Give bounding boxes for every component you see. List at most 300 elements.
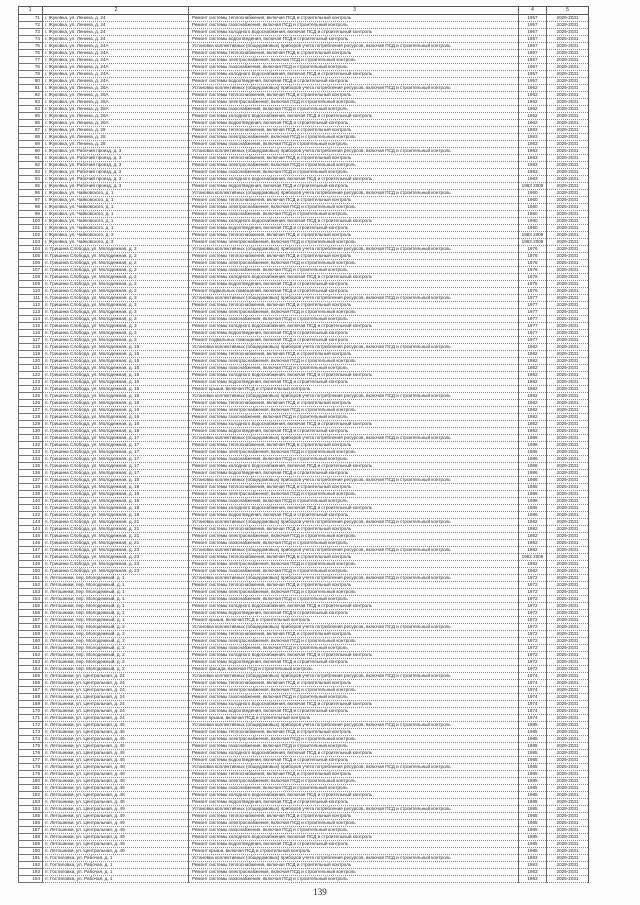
work-cell: Ремонт крыши, включая ПСД и строительный контроль bbox=[188, 386, 518, 393]
work-cell: Ремонт системы газоснабжения, включая ПСД и строительный контроль bbox=[188, 365, 518, 372]
year-cell: 1962 bbox=[518, 99, 546, 106]
period-cell: 2029-2031 bbox=[546, 365, 588, 372]
period-cell: 2029-2031 bbox=[546, 610, 588, 617]
address-cell: г. Жуковка, ул. Рабочий проезд, д. 3 bbox=[42, 155, 188, 162]
year-cell: 1986 bbox=[518, 442, 546, 449]
header-col-3: 3 bbox=[188, 7, 518, 15]
table-row bbox=[18, 302, 588, 309]
period-cell: 2029-2031 bbox=[546, 827, 588, 834]
period-cell: 2029-2031 bbox=[546, 547, 588, 554]
table-row bbox=[18, 148, 588, 155]
year-cell: 1982 bbox=[518, 358, 546, 365]
work-cell: Ремонт системы водоотведения, включая ПСД и строительный контроль bbox=[188, 470, 518, 477]
work-cell: Ремонт системы водоотведения, включая ПСД и строительный контроль bbox=[188, 428, 518, 435]
address-cell: п. Летошники, ул. Центральная, д. 49 bbox=[42, 848, 188, 855]
row-number: 181 bbox=[18, 785, 42, 792]
year-cell: 1983 bbox=[518, 134, 546, 141]
table-row bbox=[18, 729, 588, 736]
row-number: 87 bbox=[18, 127, 42, 134]
period-cell: 2029-2031 bbox=[546, 267, 588, 274]
year-cell: 1977 bbox=[518, 323, 546, 330]
year-cell: 1985 bbox=[518, 736, 546, 743]
table-row bbox=[18, 267, 588, 274]
period-cell: 2029-2031 bbox=[546, 169, 588, 176]
year-cell: 1960 bbox=[518, 211, 546, 218]
period-cell: 2029-2031 bbox=[546, 603, 588, 610]
period-cell: 2029-2031 bbox=[546, 701, 588, 708]
period-cell: 2029-2031 bbox=[546, 659, 588, 666]
row-number: 120 bbox=[18, 358, 42, 365]
table-row bbox=[18, 582, 588, 589]
work-cell: Установка коллективных (общедомовых) приборов учета потребления ресурсов, включая ПСД и строительный контроль bbox=[188, 624, 518, 631]
row-number: 123 bbox=[18, 379, 42, 386]
table-row bbox=[18, 330, 588, 337]
period-cell: 2029-2031 bbox=[546, 806, 588, 813]
row-number: 81 bbox=[18, 85, 42, 92]
year-cell: 1982 bbox=[518, 568, 546, 575]
year-cell: 1986 bbox=[518, 498, 546, 505]
row-number: 167 bbox=[18, 687, 42, 694]
table-row bbox=[18, 421, 588, 428]
period-cell: 2029-2031 bbox=[546, 400, 588, 407]
work-cell: Ремонт системы электроснабжения, включая ПСД и строительный контроль bbox=[188, 561, 518, 568]
address-cell: п. Гришина Слобода, ул. Молодежная, д. 17 bbox=[42, 456, 188, 463]
year-cell: 1982 bbox=[518, 351, 546, 358]
address-cell: п. Гришина Слобода, ул. Молодежная, д. 3 bbox=[42, 337, 188, 344]
year-cell: 1977 bbox=[518, 295, 546, 302]
year-cell: 1972 bbox=[518, 603, 546, 610]
address-cell: г. Жуковка, ул. Чайковского, д. 3 bbox=[42, 232, 188, 239]
year-cell: 1986 bbox=[518, 484, 546, 491]
address-cell: п. Летошники, пер. Молодежный, д. 1 bbox=[42, 603, 188, 610]
address-cell: п. Летошники, пер. Молодежный, д. 1 bbox=[42, 596, 188, 603]
period-cell: 2029-2031 bbox=[546, 673, 588, 680]
address-cell: г. Жуковка, ул. Ленина, д. 26А bbox=[42, 120, 188, 127]
work-cell: Ремонт системы газоснабжения, включая ПСД и строительный контроль bbox=[188, 827, 518, 834]
period-cell: 2029-2031 bbox=[546, 64, 588, 71]
table-row bbox=[18, 624, 588, 631]
table-row bbox=[18, 92, 588, 99]
address-cell: г. Жуковка, ул. Ленина, д. 24 bbox=[42, 15, 188, 22]
row-number: 98 bbox=[18, 204, 42, 211]
year-cell: 1982 2009 bbox=[518, 554, 546, 561]
row-number: 145 bbox=[18, 533, 42, 540]
period-cell: 2029-2031 bbox=[546, 260, 588, 267]
table-row bbox=[18, 813, 588, 820]
row-number: 93 bbox=[18, 169, 42, 176]
address-cell: г. Жуковка, ул. Рабочий проезд, д. 3 bbox=[42, 183, 188, 190]
year-cell: 1986 bbox=[518, 456, 546, 463]
address-cell: п. Гришина Слобода, ул. Молодежная, д. 23 bbox=[42, 568, 188, 575]
period-cell: 2029-2031 bbox=[546, 274, 588, 281]
table-row bbox=[18, 365, 588, 372]
work-cell: Ремонт системы электроснабжения, включая ПСД и строительный контроль bbox=[188, 449, 518, 456]
table-row bbox=[18, 561, 588, 568]
work-cell: Ремонт системы водоотведения, включая ПСД и строительный контроль bbox=[188, 799, 518, 806]
row-number: 116 bbox=[18, 330, 42, 337]
period-cell: 2029-2031 bbox=[546, 351, 588, 358]
address-cell: п. Гришина Слобода, ул. Молодежная, д. 17 bbox=[42, 435, 188, 442]
year-cell: 1982 bbox=[518, 372, 546, 379]
table-row bbox=[18, 190, 588, 197]
period-cell: 2029-2031 bbox=[546, 876, 588, 883]
row-number: 129 bbox=[18, 421, 42, 428]
year-cell: 1974 bbox=[518, 715, 546, 722]
work-cell: Установка коллективных (общедомовых) приборов учета потребления ресурсов, включая ПСД и строительный контроль bbox=[188, 575, 518, 582]
row-number: 188 bbox=[18, 834, 42, 841]
year-cell: 1962 bbox=[518, 85, 546, 92]
address-cell: п. Гришина Слобода, ул. Молодежная, д. 2 bbox=[42, 281, 188, 288]
address-cell: п. Гришина Слобода, ул. Молодежная, д. 21 bbox=[42, 526, 188, 533]
table-row bbox=[18, 414, 588, 421]
period-cell: 2029-2031 bbox=[546, 848, 588, 855]
row-number: 175 bbox=[18, 743, 42, 750]
work-cell: Ремонт системы водоотведения, включая ПСД и строительный контроль bbox=[188, 281, 518, 288]
address-cell: п. Летошники, ул. Центральная, д. 45 bbox=[42, 729, 188, 736]
work-cell: Ремонт системы электроснабжения, включая ПСД и строительный контроль bbox=[188, 239, 518, 246]
period-cell: 2029-2031 bbox=[546, 43, 588, 50]
period-cell: 2029-2031 bbox=[546, 778, 588, 785]
address-cell: г. Жуковка, ул. Ленина, д. 24А bbox=[42, 57, 188, 64]
year-cell: 1982 bbox=[518, 547, 546, 554]
table-row bbox=[18, 15, 588, 22]
year-cell: 1985 bbox=[518, 820, 546, 827]
address-cell: г. Жуковка, ул. Ленина, д. 24 bbox=[42, 36, 188, 43]
row-number: 176 bbox=[18, 750, 42, 757]
address-cell: г. Жуковка, ул. Ленина, д. 24А bbox=[42, 50, 188, 57]
table-row bbox=[18, 141, 588, 148]
period-cell: 2029-2031 bbox=[546, 505, 588, 512]
address-cell: г. Жуковка, ул. Ленина, д. 28 bbox=[42, 127, 188, 134]
year-cell: 1957 bbox=[518, 22, 546, 29]
work-cell: Ремонт системы газоснабжения, включая ПСД и строительный контроль bbox=[188, 414, 518, 421]
address-cell: п. Гришина Слобода, ул. Молодежная, д. 15 bbox=[42, 372, 188, 379]
year-cell: 1976 bbox=[518, 246, 546, 253]
row-number: 135 bbox=[18, 463, 42, 470]
work-cell: Ремонт крыши, включая ПСД и строительный контроль bbox=[188, 715, 518, 722]
row-number: 109 bbox=[18, 281, 42, 288]
period-cell: 2029-2031 bbox=[546, 372, 588, 379]
row-number: 104 bbox=[18, 246, 42, 253]
period-cell: 2029-2031 bbox=[546, 330, 588, 337]
period-cell: 2029-2031 bbox=[546, 337, 588, 344]
period-cell: 2029-2031 bbox=[546, 232, 588, 239]
work-cell: Ремонт системы холодного водоснабжения, включая ПСД и строительный контроль bbox=[188, 603, 518, 610]
row-number: 102 bbox=[18, 232, 42, 239]
address-cell: п. Гришина Слобода, ул. Молодежная, д. 17 bbox=[42, 470, 188, 477]
row-number: 182 bbox=[18, 792, 42, 799]
year-cell: 1957 bbox=[518, 57, 546, 64]
work-cell: Ремонт системы газоснабжения, включая ПСД и строительный контроль bbox=[188, 645, 518, 652]
table-row bbox=[18, 78, 588, 85]
row-number: 99 bbox=[18, 211, 42, 218]
work-cell: Ремонт системы холодного водоснабжения, включая ПСД и строительный контроль bbox=[188, 323, 518, 330]
work-cell: Ремонт системы теплоснабжения, включая ПСД и строительный контроль bbox=[188, 253, 518, 260]
address-cell: п. Гришина Слобода, ул. Молодежная, д. 15 bbox=[42, 386, 188, 393]
period-cell: 2029-2031 bbox=[546, 281, 588, 288]
address-cell: п. Гришина Слобода, ул. Молодежная, д. 16 bbox=[42, 421, 188, 428]
address-cell: г. Жуковка, ул. Ленина, д. 26А bbox=[42, 113, 188, 120]
address-cell: п. Летошники, пер. Молодежный, д. 1 bbox=[42, 582, 188, 589]
table-row bbox=[18, 603, 588, 610]
work-cell: Ремонт системы холодного водоснабжения, включая ПСД и строительный контроль bbox=[188, 176, 518, 183]
address-cell: п. Летошники, пер. Молодежный, д. 2 bbox=[42, 666, 188, 673]
period-cell: 2029-2031 bbox=[546, 407, 588, 414]
table-row bbox=[18, 792, 588, 799]
row-number: 118 bbox=[18, 344, 42, 351]
year-cell: 1985 bbox=[518, 729, 546, 736]
row-number: 71 bbox=[18, 15, 42, 22]
table-row bbox=[18, 477, 588, 484]
row-number: 147 bbox=[18, 547, 42, 554]
table-row bbox=[18, 64, 588, 71]
table-row bbox=[18, 386, 588, 393]
row-number: 111 bbox=[18, 295, 42, 302]
year-cell: 1976 bbox=[518, 274, 546, 281]
row-number: 108 bbox=[18, 274, 42, 281]
period-cell: 2029-2031 bbox=[546, 855, 588, 862]
row-number: 72 bbox=[18, 22, 42, 29]
period-cell: 2029-2031 bbox=[546, 120, 588, 127]
year-cell: 1972 bbox=[518, 624, 546, 631]
table-row bbox=[18, 722, 588, 729]
work-cell: Ремонт системы теплоснабжения, включая ПСД и строительный контроль bbox=[188, 232, 518, 239]
year-cell: 1982 bbox=[518, 365, 546, 372]
table-row bbox=[18, 253, 588, 260]
year-cell: 1983 bbox=[518, 855, 546, 862]
table-row bbox=[18, 778, 588, 785]
period-cell: 2029-2031 bbox=[546, 771, 588, 778]
year-cell: 1985 bbox=[518, 806, 546, 813]
address-cell: г. Жуковка, ул. Рабочий проезд, д. 3 bbox=[42, 162, 188, 169]
row-number: 82 bbox=[18, 92, 42, 99]
table-row bbox=[18, 50, 588, 57]
period-cell: 2029-2031 bbox=[546, 596, 588, 603]
work-cell: Ремонт системы водоотведения, включая ПСД и строительный контроль bbox=[188, 379, 518, 386]
row-number: 90 bbox=[18, 148, 42, 155]
table-row bbox=[18, 288, 588, 295]
work-cell: Установка коллективных (общедомовых) приборов учета потребления ресурсов, включая ПСД и строительный контроль bbox=[188, 246, 518, 253]
table-row bbox=[18, 694, 588, 701]
address-cell: п. Гришина Слобода, ул. Молодежная, д. 2 bbox=[42, 260, 188, 267]
address-cell: п. Летошники, ул. Центральная, д. 24 bbox=[42, 694, 188, 701]
row-number: 150 bbox=[18, 568, 42, 575]
period-cell: 2029-2031 bbox=[546, 617, 588, 624]
period-cell: 2029-2031 bbox=[546, 113, 588, 120]
table-row bbox=[18, 295, 588, 302]
row-number: 85 bbox=[18, 113, 42, 120]
row-number: 178 bbox=[18, 764, 42, 771]
work-cell: Ремонт системы газоснабжения, включая ПСД и строительный контроль bbox=[188, 876, 518, 883]
row-number: 189 bbox=[18, 841, 42, 848]
period-cell: 2029-2031 bbox=[546, 141, 588, 148]
row-number: 152 bbox=[18, 582, 42, 589]
year-cell: 1983 bbox=[518, 862, 546, 869]
period-cell: 2029-2031 bbox=[546, 820, 588, 827]
year-cell: 1986 bbox=[518, 463, 546, 470]
row-number: 169 bbox=[18, 701, 42, 708]
period-cell: 2029-2031 bbox=[546, 71, 588, 78]
year-cell: 1983 bbox=[518, 176, 546, 183]
year-cell: 1982 bbox=[518, 526, 546, 533]
work-cell: Ремонт системы холодного водоснабжения, включая ПСД и строительный контроль bbox=[188, 274, 518, 281]
period-cell: 2029-2031 bbox=[546, 792, 588, 799]
period-cell: 2029-2031 bbox=[546, 134, 588, 141]
period-cell: 2029-2031 bbox=[546, 456, 588, 463]
table-row bbox=[18, 512, 588, 519]
period-cell: 2029-2031 bbox=[546, 295, 588, 302]
table-row bbox=[18, 834, 588, 841]
work-cell: Ремонт системы водоотведения, включая ПСД и строительный контроль bbox=[188, 610, 518, 617]
period-cell: 2029-2031 bbox=[546, 22, 588, 29]
year-cell: 1982 bbox=[518, 400, 546, 407]
work-cell: Установка коллективных (общедомовых) приборов учета потребления ресурсов, включая ПСД и строительный контроль bbox=[188, 190, 518, 197]
work-cell: Ремонт системы газоснабжения, включая ПСД и строительный контроль bbox=[188, 694, 518, 701]
table-row bbox=[18, 358, 588, 365]
period-cell: 2029-2031 bbox=[546, 435, 588, 442]
period-cell: 2029-2031 bbox=[546, 309, 588, 316]
address-cell: п. Гришина Слобода, ул. Молодежная, д. 3 bbox=[42, 316, 188, 323]
work-cell: Ремонт системы газоснабжения, включая ПСД и строительный контроль bbox=[188, 456, 518, 463]
work-cell: Ремонт системы теплоснабжения, включая ПСД и строительный контроль bbox=[188, 729, 518, 736]
period-cell: 2029-2031 bbox=[546, 477, 588, 484]
address-cell: п. Гришина Слобода, ул. Молодежная, д. 2 bbox=[42, 274, 188, 281]
work-cell: Ремонт системы электроснабжения, включая ПСД и строительный контроль bbox=[188, 57, 518, 64]
table-row bbox=[18, 442, 588, 449]
table-row bbox=[18, 743, 588, 750]
row-number: 173 bbox=[18, 729, 42, 736]
year-cell: 1972 bbox=[518, 617, 546, 624]
address-cell: п. Летошники, ул. Центральная, д. 48 bbox=[42, 771, 188, 778]
work-cell: Ремонт системы теплоснабжения, включая ПСД и строительный контроль bbox=[188, 127, 518, 134]
row-number: 115 bbox=[18, 323, 42, 330]
period-cell: 2029-2031 bbox=[546, 288, 588, 295]
row-number: 157 bbox=[18, 617, 42, 624]
year-cell: 1983 bbox=[518, 127, 546, 134]
period-cell: 2029-2031 bbox=[546, 624, 588, 631]
year-cell: 1985 bbox=[518, 848, 546, 855]
period-cell: 2029-2031 bbox=[546, 491, 588, 498]
work-cell: Ремонт системы холодного водоснабжения, включая ПСД и строительный контроль bbox=[188, 113, 518, 120]
row-number: 95 bbox=[18, 183, 42, 190]
address-cell: п. Гришина Слобода, ул. Молодежная, д. 3 bbox=[42, 330, 188, 337]
row-number: 166 bbox=[18, 680, 42, 687]
table-row bbox=[18, 841, 588, 848]
year-cell: 1983 2009 bbox=[518, 232, 546, 239]
period-cell: 2029-2031 bbox=[546, 155, 588, 162]
row-number: 168 bbox=[18, 694, 42, 701]
address-cell: п. Гришина Слобода, ул. Молодежная, д. 17 bbox=[42, 463, 188, 470]
work-cell: Ремонт системы водоотведения, включая ПСД и строительный контроль bbox=[188, 225, 518, 232]
period-cell: 2029-2031 bbox=[546, 36, 588, 43]
table-row bbox=[18, 120, 588, 127]
year-cell: 1957 bbox=[518, 50, 546, 57]
table-row bbox=[18, 736, 588, 743]
row-number: 78 bbox=[18, 64, 42, 71]
row-number: 174 bbox=[18, 736, 42, 743]
year-cell: 1974 bbox=[518, 680, 546, 687]
table-body bbox=[18, 15, 588, 883]
year-cell: 1982 bbox=[518, 519, 546, 526]
work-cell: Ремонт системы холодного водоснабжения, включая ПСД и строительный контроль bbox=[188, 701, 518, 708]
year-cell: 1976 bbox=[518, 260, 546, 267]
work-cell: Ремонт системы газоснабжения, включая ПСД и строительный контроль bbox=[188, 540, 518, 547]
year-cell: 1972 bbox=[518, 645, 546, 652]
table-row bbox=[18, 127, 588, 134]
table-row bbox=[18, 596, 588, 603]
period-cell: 2029-2031 bbox=[546, 841, 588, 848]
year-cell: 1985 bbox=[518, 778, 546, 785]
row-number: 140 bbox=[18, 498, 42, 505]
row-number: 192 bbox=[18, 862, 42, 869]
work-cell: Ремонт системы газоснабжения, включая ПСД и строительный контроль bbox=[188, 141, 518, 148]
period-cell: 2029-2031 bbox=[546, 442, 588, 449]
period-cell: 2029-2031 bbox=[546, 15, 588, 22]
period-cell: 2029-2031 bbox=[546, 750, 588, 757]
year-cell: 1972 bbox=[518, 638, 546, 645]
period-cell: 2029-2031 bbox=[546, 631, 588, 638]
period-cell: 2029-2031 bbox=[546, 666, 588, 673]
work-cell: Ремонт системы холодного водоснабжения, включая ПСД и строительный контроль bbox=[188, 463, 518, 470]
table-row bbox=[18, 57, 588, 64]
table-row bbox=[18, 260, 588, 267]
row-number: 194 bbox=[18, 876, 42, 883]
address-cell: г. Жуковка, ул. Ленина, д. 24 bbox=[42, 22, 188, 29]
table-row bbox=[18, 29, 588, 36]
year-cell: 1986 bbox=[518, 512, 546, 519]
year-cell: 1983 bbox=[518, 141, 546, 148]
table-row bbox=[18, 519, 588, 526]
table-row bbox=[18, 428, 588, 435]
table-row bbox=[18, 862, 588, 869]
row-number: 101 bbox=[18, 225, 42, 232]
period-cell: 2029-2031 bbox=[546, 645, 588, 652]
table-row bbox=[18, 155, 588, 162]
period-cell: 2029-2031 bbox=[546, 148, 588, 155]
table-row bbox=[18, 659, 588, 666]
row-number: 149 bbox=[18, 561, 42, 568]
year-cell: 1983 2009 bbox=[518, 239, 546, 246]
address-cell: п. Летошники, ул. Центральная, д. 24 bbox=[42, 701, 188, 708]
address-cell: п. Гришина Слобода, ул. Молодежная, д. 16 bbox=[42, 393, 188, 400]
table-row bbox=[18, 526, 588, 533]
work-cell: Ремонт системы электроснабжения, включая ПСД и строительный контроль bbox=[188, 869, 518, 876]
period-cell: 2029-2031 bbox=[546, 414, 588, 421]
work-cell: Ремонт подвальных помещений, включая ПСД и строительный контроль bbox=[188, 337, 518, 344]
address-cell: п. Гришина Слобода, ул. Молодежная, д. 3 bbox=[42, 323, 188, 330]
year-cell: 1974 bbox=[518, 687, 546, 694]
table-row bbox=[18, 337, 588, 344]
table-row bbox=[18, 169, 588, 176]
table-row bbox=[18, 757, 588, 764]
address-cell: п. Летошники, ул. Центральная, д. 48 bbox=[42, 799, 188, 806]
work-cell: Установка коллективных (общедомовых) приборов учета потребления ресурсов, включая ПСД и строительный контроль bbox=[188, 547, 518, 554]
year-cell: 1985 bbox=[518, 834, 546, 841]
row-number: 186 bbox=[18, 820, 42, 827]
year-cell: 1985 bbox=[518, 743, 546, 750]
period-cell: 2029-2031 bbox=[546, 512, 588, 519]
address-cell: г. Жуковка, ул. Чайковского, д. 1 bbox=[42, 204, 188, 211]
row-number: 114 bbox=[18, 316, 42, 323]
address-cell: п. Гришина Слобода, ул. Молодежная, д. 18 bbox=[42, 477, 188, 484]
work-cell: Ремонт системы теплоснабжения, включая ПСД и строительный контроль bbox=[188, 680, 518, 687]
address-cell: п. Гришина Слобода, ул. Молодежная, д. 2 bbox=[42, 267, 188, 274]
row-number: 77 bbox=[18, 57, 42, 64]
period-cell: 2029-2031 bbox=[546, 715, 588, 722]
table-row bbox=[18, 176, 588, 183]
row-number: 160 bbox=[18, 638, 42, 645]
address-cell: г. Жуковка, ул. Ленина, д. 26А bbox=[42, 92, 188, 99]
